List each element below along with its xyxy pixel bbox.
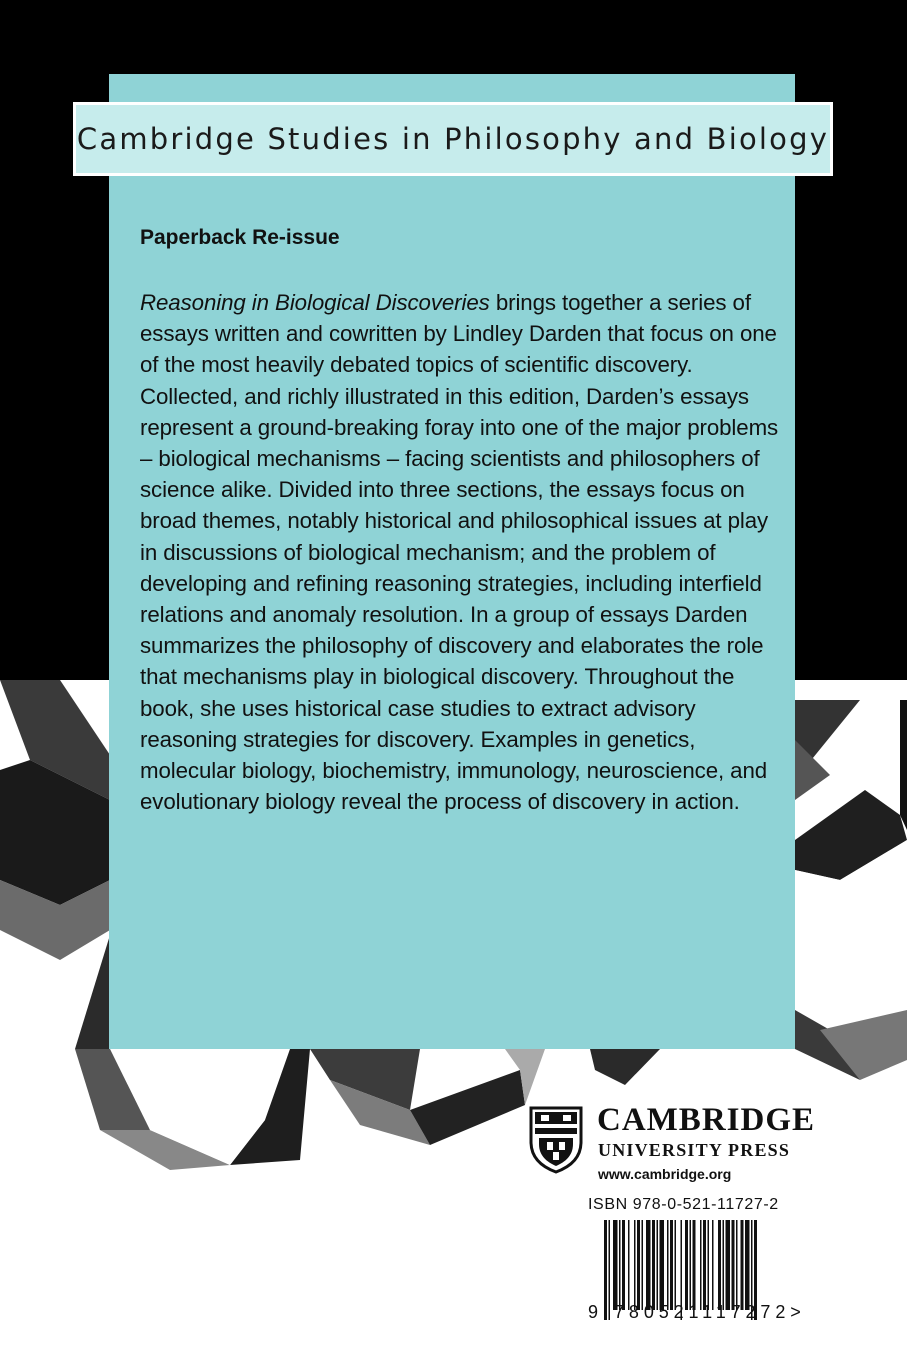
barcode-bar [675,1220,677,1310]
series-title: Cambridge Studies in Philosophy and Biology [76,122,830,156]
series-banner [73,102,833,176]
publisher-url: www.cambridge.org [598,1166,732,1182]
barcode-bar [670,1220,673,1310]
barcode-bar [622,1220,625,1310]
barcode-digit-string: 780521117272 [614,1302,791,1322]
barcode-digits [614,1302,806,1323]
barcode-bar [723,1220,725,1310]
hexagon-bottom-right [590,1049,660,1085]
barcode-bar [613,1220,618,1310]
barcode-end-mark: > [790,1302,806,1322]
barcode-bar [736,1220,738,1310]
barcode-lead-digit: 9 [588,1302,599,1322]
barcode-bar [646,1220,651,1310]
publisher-name: CAMBRIDGE [597,1102,816,1138]
barcode-bar [718,1220,721,1310]
barcode-bar [703,1220,706,1310]
barcode-bar [652,1220,655,1310]
hexagon-left [0,680,110,960]
barcode-bar [712,1220,714,1310]
barcode-bar [657,1220,659,1310]
barcode-bar [634,1220,636,1310]
publisher-subname: UNIVERSITY PRESS [598,1140,791,1160]
barcode-bar [693,1220,696,1310]
isbn-label: ISBN 978-0-521-11727-2 [588,1196,779,1213]
cambridge-shield-icon [527,1104,585,1174]
barcode-bar [667,1220,669,1310]
isbn-barcode [588,1196,828,1326]
barcode-bar [732,1220,735,1310]
barcode-bar [609,1220,611,1320]
barcode-bar [726,1220,731,1310]
barcode-bar [637,1220,640,1310]
barcode-bar [660,1220,665,1310]
barcode-bar [604,1220,607,1320]
barcode-bar [741,1220,744,1310]
barcode-bar [642,1220,644,1310]
blurb-body: brings together a series of essays written and cowritten by Lindley Darden that focus on one of the most heavily debated topics of scientific discovery. Collected, and richly illustrated in this edition, Darden’s essays represent a ground-breaking foray into one of the major problems – biological mechanisms – facing scientists and philosophers of science alike. Divided into three sections, the essays focus on broad themes, notably historical and philosophical issues at play in discussions of biological mechanism; and the problem of developing and refining reasoning strategies, including interfield relations and anomaly resolution. In a group of essays Darden summarizes the philosophy of discovery and elaborates the role that mechanisms play in biological discovery. Throughout the book, she uses historical case studies to extract advisory reasoning strategies for discovery. Examples in genetics, molecular biology, biochemistry, immunology, neuroscience, and evolutionary biology reveal the process of discovery in action. [140,290,779,815]
book-title: Reasoning in Biological Discoveries [140,290,490,315]
barcode-bar [628,1220,630,1310]
barcode-bar [708,1220,710,1310]
hexagon-right [795,700,907,1080]
publisher-block [527,1104,827,1194]
barcode-bar [619,1220,621,1310]
barcode-bar [700,1220,702,1310]
edition-label: Paperback Re-issue [140,226,340,249]
barcode-bar [745,1220,750,1310]
hexagon-bottom-center [310,1049,545,1145]
blurb-text [140,287,780,817]
barcode-bar [690,1220,692,1310]
barcode-bar [685,1220,688,1310]
